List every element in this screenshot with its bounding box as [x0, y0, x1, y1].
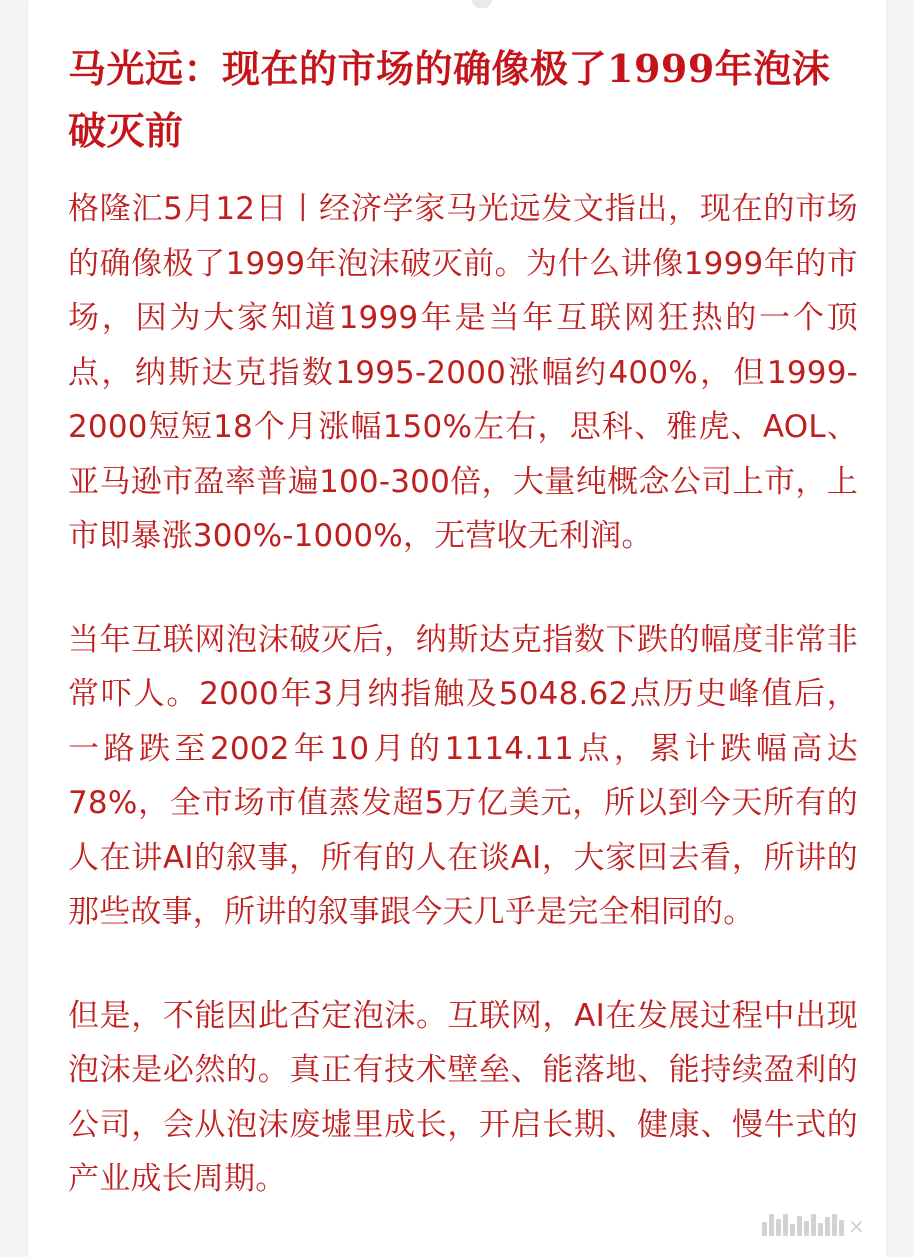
article-card	[28, 0, 886, 1257]
paragraph-2: 当年互联网泡沫破灭后，纳斯达克指数下跌的幅度非常非常吓人。2000年3月纳指触及5048.62点历史峰值后，一路跌至2002年10月的1114.11点，累计跌幅高达78%，全市场市值蒸发超5万亿美元，所以到今天所有的人在讲AI的叙事，所有的人在谈AI，大家回去看，所讲的那些故事，所讲的叙事跟今天几乎是完全相同的。	[68, 621, 858, 930]
close-mark-icon: ×	[848, 1214, 865, 1238]
top-handle	[472, 0, 492, 8]
barcode-watermark-icon	[762, 1212, 865, 1236]
paragraph-3: 但是，不能因此否定泡沫。互联网，AI在发展过程中出现泡沫是必然的。真正有技术壁垒、能落地、能持续盈利的公司，会从泡沫废墟里成长，开启长期、健康、慢牛式的产业成长周期。	[68, 997, 858, 1197]
article-title: 马光远：现在的市场的确像极了1999年泡沫破灭前	[68, 46, 831, 153]
paragraph-1: 格隆汇5月12日丨经济学家马光远发文指出，现在的市场的确像极了1999年泡沫破灭前。为什么讲像1999年的市场，因为大家知道1999年是当年互联网狂热的一个顶点，纳斯达克指数1995-2000涨幅约400%，但1999-2000短短18个月涨幅150%左右，思科、雅虎、AOL、亚马逊市盈率普遍100-300倍，大量纯概念公司上市，上市即暴涨300%-1000%，无营收无利润。	[68, 191, 858, 554]
article-body	[68, 182, 858, 1256]
